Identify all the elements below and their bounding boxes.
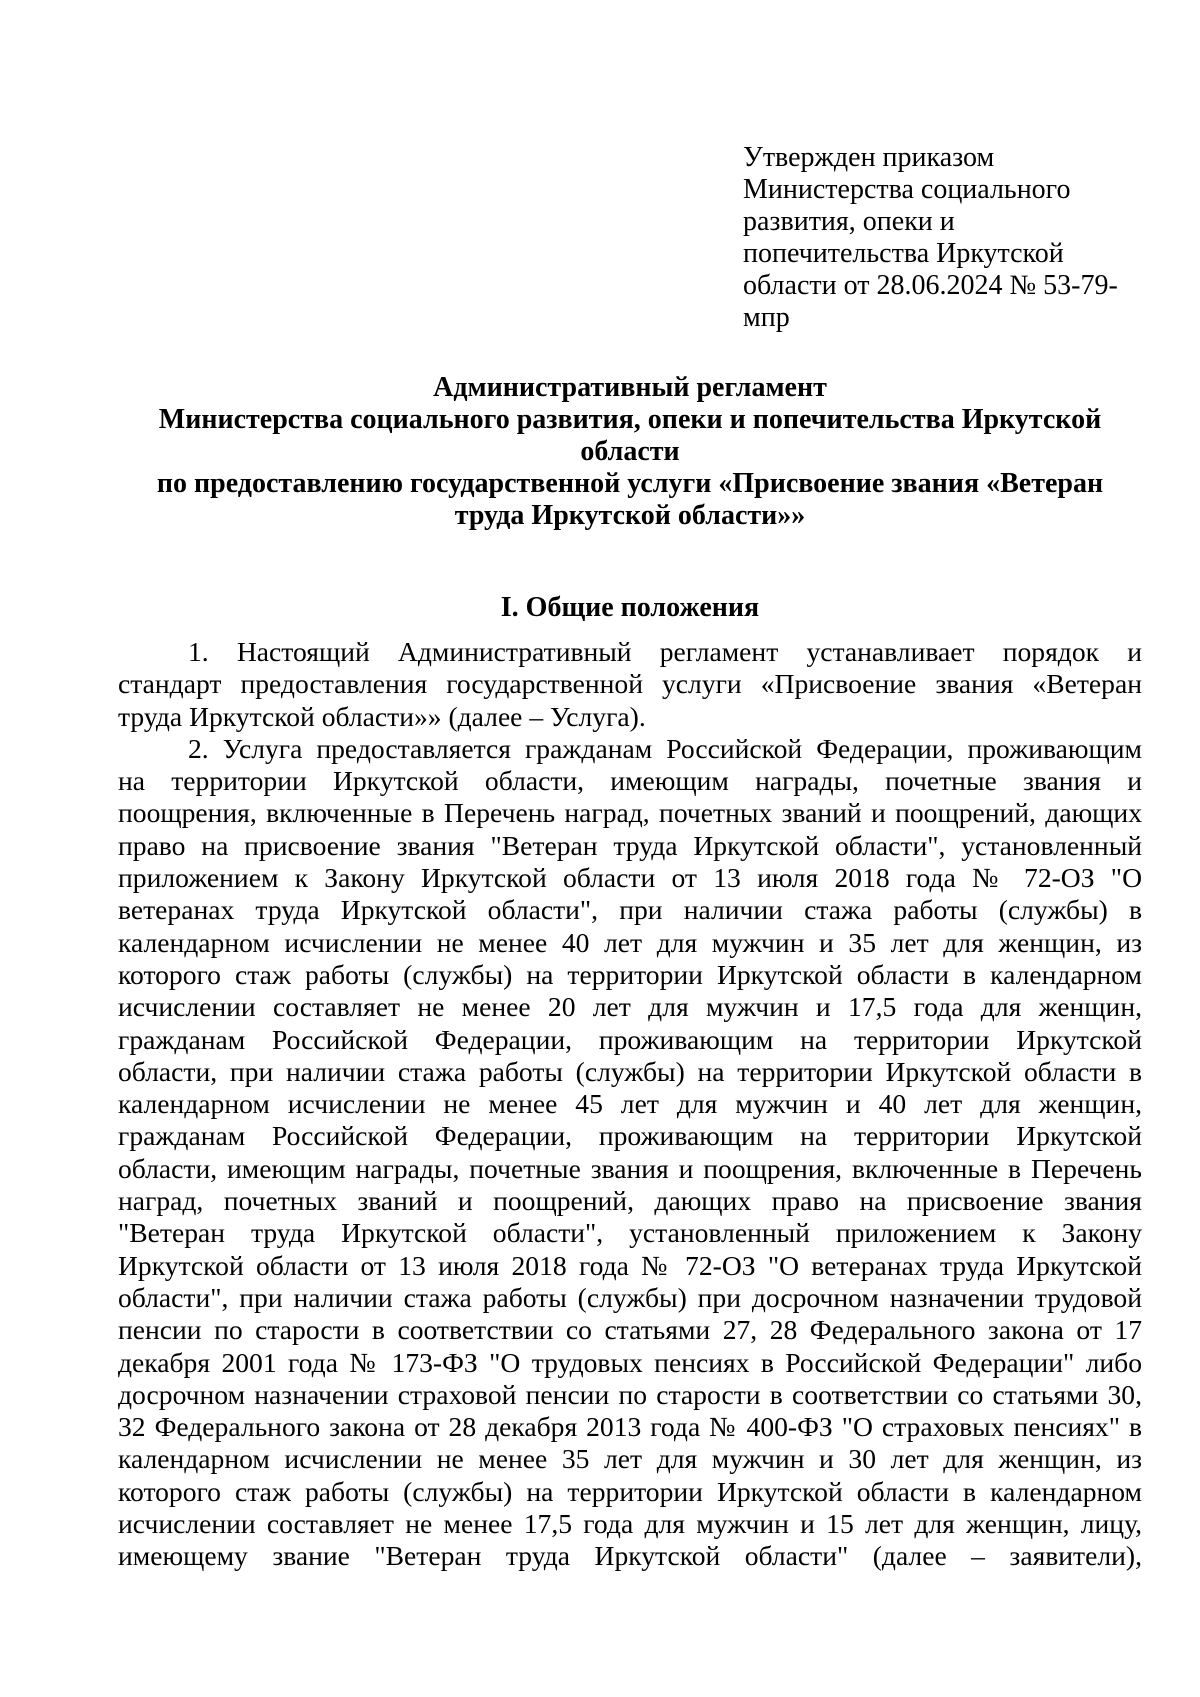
paragraph-line: 32 Федерального закона от 28 декабря 2013 года № 400-ФЗ "О страховых пенсиях" в [118,1411,1142,1443]
paragraph-line: поощрения, включенные в Перечень наград, почетных званий и поощрений, дающих [118,797,1142,829]
paragraph-line: наград, почетных званий и поощрений, дающих право на присвоение звания [118,1185,1142,1217]
paragraph-line: пенсии по старости в соответствии со статьями 27, 28 Федерального закона от 17 [118,1314,1142,1346]
paragraph-line: исчислении составляет не менее 20 лет для мужчин и 17,5 года для женщин, [118,991,1142,1023]
paragraph-line: календарном исчислении не менее 45 лет для мужчин и 40 лет для женщин, [118,1088,1142,1120]
paragraph-line: области", при наличии стажа работы (службы) при досрочном назначении трудовой [118,1281,1142,1313]
paragraph-line: которого стаж работы (службы) на территории Иркутской области в календарном [118,958,1142,990]
approval-line: развития, опеки и [743,206,955,237]
paragraph-line: право на присвоение звания "Ветеран труда Иркутской области", установленный [118,829,1142,861]
title-line: по предоставлению государственной услуги «Присвоение звания «Ветеран [156,468,1104,499]
paragraph-line: декабря 2001 года № 173-ФЗ "О трудовых пенсиях в Российской Федерации" либо [118,1346,1142,1378]
paragraph-line: стандарт предоставления государственной услуги «Присвоение звания «Ветеран [118,668,1142,700]
approval-line: Утвержден приказом [743,142,995,173]
paragraph-line: области, при наличии стажа работы (службы) на территории Иркутской области в [118,1055,1142,1087]
paragraph-line: гражданам Российской Федерации, проживающим на территории Иркутской [118,1120,1142,1152]
approval-line: области от 28.06.2024 № 53-79- [743,270,1118,301]
title-line: Министерства социального развития, опеки и попечительства Иркутской [158,404,1102,435]
paragraph-line: приложением к Закону Иркутской области от 13 июля 2018 года № 72-ОЗ "О [118,862,1142,894]
paragraph-line: которого стаж работы (службы) на территории Иркутской области в календарном [118,1475,1142,1507]
paragraph-line: гражданам Российской Федерации, проживающим на территории Иркутской [118,1023,1142,1055]
paragraph-line: Иркутской области от 13 июля 2018 года № 72-ОЗ "О ветеранах труда Иркутской [118,1249,1142,1281]
paragraph-line: календарном исчислении не менее 35 лет для мужчин и 30 лет для женщин, из [118,1443,1142,1475]
approval-line: попечительства Иркутской [743,238,1064,269]
paragraph-line: ветеранах труда Иркутской области", при наличии стажа работы (службы) в [118,894,1142,926]
paragraph-line: досрочном назначении страховой пенсии по старости в соответствии со статьями 30, [118,1378,1142,1410]
document-title [120,372,1140,532]
paragraph-line: имеющему звание "Ветеран труда Иркутской области" (далее – заявители), [118,1540,1142,1572]
paragraph-line: 2. Услуга предоставляется гражданам Российской Федерации, проживающим [188,732,1142,764]
approval-line: мпр [743,302,790,333]
approval-line: Министерства социального [743,174,1071,205]
section-heading: I. Общие положения [500,592,760,623]
paragraph-1 [118,636,1142,733]
paragraph-line: области, имеющим награды, почетные звания и поощрения, включенные в Перечень [118,1152,1142,1184]
paragraph-line: "Ветеран труда Иркутской области", установленный приложением к Закону [118,1217,1142,1249]
paragraph-line: труда Иркутской области»» (далее – Услуга). [118,700,646,732]
title-line: области [580,436,680,467]
paragraph-line: на территории Иркутской области, имеющим награды, почетные звания и [118,765,1142,797]
paragraph-line: исчислении составляет не менее 17,5 года для мужчин и 15 лет для женщин, лицу, [118,1508,1142,1540]
title-line: труда Иркутской области»» [454,500,806,531]
document-body [118,636,1142,1573]
paragraph-line: 1. Настоящий Административный регламент устанавливает порядок и [188,636,1142,667]
paragraph-2 [118,733,1142,1573]
approval-stamp-block [743,142,1163,334]
title-line: Административный регламент [433,372,827,403]
paragraph-line: календарном исчислении не менее 40 лет для мужчин и 35 лет для женщин, из [118,926,1142,958]
